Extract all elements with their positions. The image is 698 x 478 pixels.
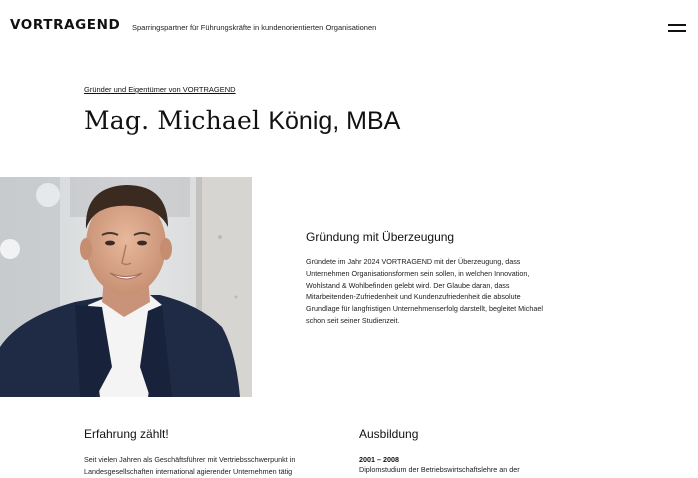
portrait-photo (0, 177, 252, 397)
education-text: Diplomstudium der Betriebswirtschaftslehre an der (359, 465, 520, 474)
title-part-sans: König, MBA (268, 107, 401, 135)
founding-title: Gründung mit Überzeugung (306, 230, 455, 244)
menu-line (668, 30, 686, 32)
site-header (0, 0, 698, 56)
site-tagline: Sparringspartner für Führungskräfte in kundenorientierten Organisationen (132, 23, 377, 32)
page-title (84, 105, 400, 137)
experience-body: Seit vielen Jahren als Geschäftsführer mit Vertriebsschwerpunkt in Landesgesellschaften international agierender Unternehmen tätig (84, 455, 296, 476)
education-date: 2001 – 2008 (359, 455, 399, 464)
site-logo[interactable]: VORTRAGEND (10, 17, 121, 33)
education-title: Ausbildung (359, 427, 419, 441)
title-part-serif: Mag. Michael (84, 106, 269, 135)
menu-line (668, 24, 686, 26)
hamburger-menu-icon[interactable] (668, 24, 686, 33)
experience-title: Erfahrung zählt! (84, 427, 169, 441)
page-eyebrow: Gründer und Eigentümer von VORTRAGEND (84, 85, 236, 94)
founding-body: Gründete im Jahr 2024 VORTRAGEND mit der Überzeugung, dass Unternehmen Organisationsformen sein sollen, in welchen Innovation, Wohlstand & Wohlbefinden gelebt wird. Der Glaube daran, dass Mitarbeitenden-Zufriedenheit und Kundenzufriedenheit die absolute Grundlage für langfristigen Unternehmenserfolg darstellt, begleitet Michael schon seit seiner Studienzeit. (306, 257, 543, 325)
